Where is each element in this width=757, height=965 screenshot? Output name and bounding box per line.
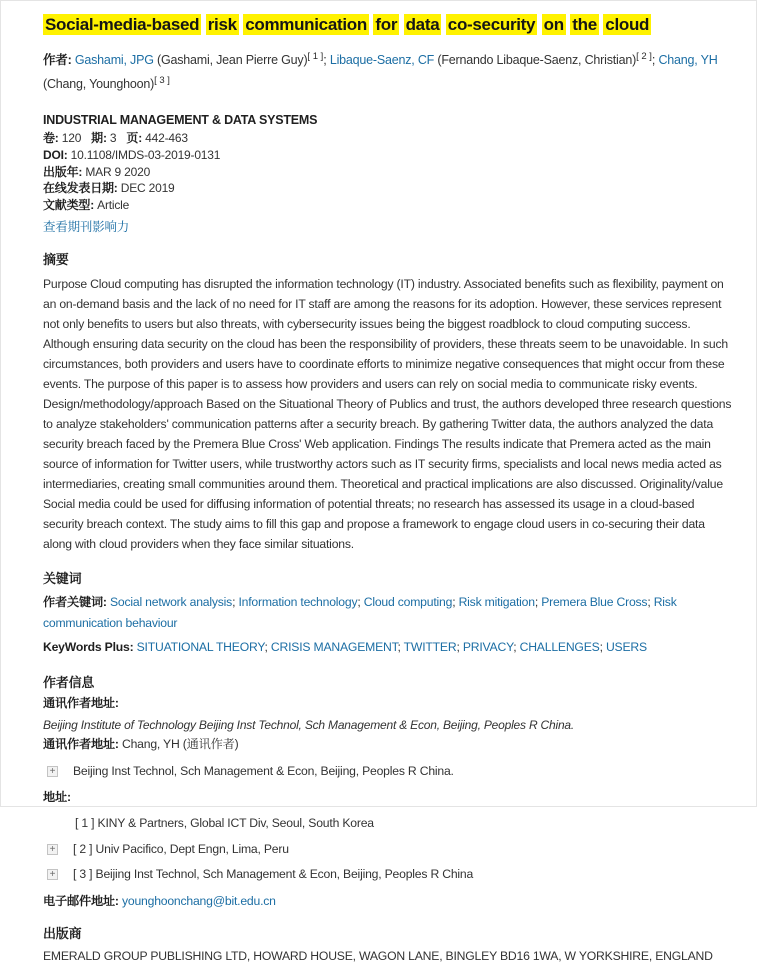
address-row bbox=[47, 866, 736, 882]
keyword-link[interactable]: Premera Blue Cross bbox=[541, 594, 648, 609]
address-text: Univ Pacifico, Dept Engn, Lima, Peru bbox=[95, 841, 289, 856]
addresses-label-line bbox=[43, 789, 736, 807]
abstract-text: Purpose Cloud computing has disrupted the information technology (IT) industry. Associated benefits such as flexibility, payment on an on-demand basis and the lack of no need for IT staff are among the reasons for its adoption. However, these services represent not only benefits to users but also threats, with cybersecurity issues being the biggest roadblock to cloud computing success. Although ensuring data security on the cloud has been the responsibility of providers, these threats seem to be unavoidable. In such circumstances, both providers and users have to coordinate efforts to minimize negative consequences that might occur from these events. The purpose of this paper is to assess how providers and users can rely on social media to communicate risky events. Design/methodology/approach Based on the Situational Theory of Publics and trust, the authors developed three research questions to analyze stakeholders' communication patterns after a security breach. By gathering Twitter data, the authors analyzed the data security breach faced by the Premera Blue Cross' Web application. Findings The results indicate that Premera acted as the main source of information for Twitter users, while trustworthy actors such as IT security firms, specialists and local news media acted as intermediaries, creating small communities around them. Theoretical and practical implications are also discussed. Originality/value Social media could be used for diffusing information of potential threats; no research has assessed its usage in a cloud-based security breach context. The study aims to fill this gap and propose a framework to engage cloud users in co-securing their data along with cloud providers when they face similar situations. bbox=[43, 276, 732, 551]
publisher-heading: 出版商 bbox=[43, 925, 82, 941]
highlighted-title-word: cloud bbox=[605, 15, 650, 34]
authors-line bbox=[43, 48, 736, 97]
keywords-section bbox=[43, 571, 736, 658]
keyword-separator: ; bbox=[357, 594, 364, 609]
author-link[interactable]: Chang, YH bbox=[658, 52, 718, 67]
author-affiliation-sup: [ 2 ] bbox=[636, 50, 652, 62]
keyword-link[interactable]: Social network analysis bbox=[109, 594, 233, 609]
keywords-heading: 关键词 bbox=[43, 570, 82, 586]
highlighted-title-word: communication bbox=[245, 15, 367, 34]
keyword-separator: ; bbox=[397, 640, 404, 655]
abstract-section bbox=[43, 252, 736, 554]
reprint-author-line bbox=[43, 736, 736, 754]
keyword-link[interactable]: Cloud computing bbox=[363, 594, 453, 609]
keyword-separator: ; bbox=[232, 594, 239, 609]
addresses-label: 地址: bbox=[43, 789, 71, 804]
author-separator: ; bbox=[323, 52, 330, 67]
keyword-link[interactable]: USERS bbox=[605, 640, 647, 655]
keyword-link[interactable]: SITUATIONAL THEORY bbox=[136, 640, 265, 655]
reprint-organization: Beijing Institute of Technology Beijing Inst Technol, Sch Management & Econ, Beijing, Peoples R China. bbox=[43, 717, 575, 732]
author-link[interactable]: Libaque-Saenz, CF bbox=[329, 52, 435, 67]
doi-label: DOI: bbox=[43, 147, 68, 162]
doc-type-label: 文献类型: bbox=[43, 198, 94, 213]
authors-label: 作者: bbox=[43, 52, 72, 67]
author-keywords-list bbox=[43, 595, 677, 630]
keywords-plus-line bbox=[43, 637, 736, 658]
journal-metadata-block bbox=[43, 112, 736, 235]
keyword-link[interactable]: Information technology bbox=[238, 594, 358, 609]
journal-name: INDUSTRIAL MANAGEMENT & DATA SYSTEMS bbox=[43, 113, 318, 128]
highlighted-title-word: data bbox=[405, 15, 440, 34]
highlighted-title-word: co-security bbox=[447, 15, 536, 34]
keyword-link[interactable]: PRIVACY bbox=[462, 640, 514, 655]
address-number: [ 1 ] bbox=[75, 816, 95, 831]
address-number: [ 3 ] bbox=[73, 867, 93, 882]
doc-type-value: Article bbox=[97, 198, 130, 213]
email-link[interactable]: younghoonchang@bit.edu.cn bbox=[121, 893, 276, 908]
author-separator: ; bbox=[651, 52, 659, 67]
reprint-author-value: Chang, YH (通讯作者) bbox=[121, 737, 239, 752]
keyword-link[interactable]: CRISIS MANAGEMENT bbox=[270, 640, 398, 655]
reprint-address-label: 通讯作者地址: bbox=[43, 695, 119, 710]
keyword-link[interactable]: CHALLENGES bbox=[519, 640, 600, 655]
author-link[interactable]: Gashami, JPG bbox=[74, 52, 154, 67]
author-affiliation-sup: [ 1 ] bbox=[307, 50, 324, 62]
volume-issue-pages-line bbox=[43, 131, 736, 147]
publisher-section bbox=[43, 926, 736, 965]
email-line bbox=[43, 892, 736, 909]
keyword-separator: ; bbox=[264, 640, 271, 655]
keyword-separator: ; bbox=[534, 594, 542, 609]
doc-type-line bbox=[43, 198, 736, 214]
author-fullname: (Fernando Libaque-Saenz, Christian) bbox=[434, 52, 637, 67]
keyword-separator: ; bbox=[513, 640, 520, 655]
address-text: Beijing Inst Technol, Sch Management & Econ, Beijing, Peoples R China bbox=[95, 867, 474, 882]
online-date-value: DEC 2019 bbox=[120, 181, 175, 196]
publisher-text: EMERALD GROUP PUBLISHING LTD, HOWARD HOUSE, WAGON LANE, BINGLEY BD16 1WA, W YORKSHIRE, ENGLAND bbox=[43, 948, 713, 963]
pub-date-line bbox=[43, 165, 736, 181]
reprint-address-text: Beijing Inst Technol, Sch Management & Econ, Beijing, Peoples R China. bbox=[73, 764, 454, 779]
author-info-heading: 作者信息 bbox=[43, 674, 95, 690]
address-text: KINY & Partners, Global ICT Div, Seoul, South Korea bbox=[97, 816, 374, 831]
author-keywords-line bbox=[43, 592, 736, 633]
reprint-author-label: 通讯作者地址: bbox=[43, 737, 119, 752]
issue-value: 3 bbox=[109, 130, 117, 145]
volume-value: 120 bbox=[61, 130, 82, 145]
highlighted-title-word: for bbox=[375, 15, 398, 34]
keywords-plus-label: KeyWords Plus: bbox=[43, 640, 134, 655]
volume-label: 卷: bbox=[43, 130, 59, 145]
highlighted-title-word: Social-media-based bbox=[45, 15, 200, 34]
keyword-separator: ; bbox=[647, 594, 654, 609]
issue-label: 期: bbox=[91, 130, 107, 145]
page-title bbox=[43, 13, 736, 37]
author-entry bbox=[74, 50, 330, 67]
doi-value: 10.1108/IMDS-03-2019-0131 bbox=[70, 147, 221, 162]
doi-line bbox=[43, 148, 736, 164]
expand-plus-icon[interactable]: + bbox=[47, 766, 58, 777]
expand-plus-icon[interactable]: + bbox=[47, 844, 58, 855]
address-row bbox=[47, 841, 736, 857]
reprint-address-label-line bbox=[43, 695, 736, 713]
pub-date-value: MAR 9 2020 bbox=[85, 164, 151, 179]
online-date-label: 在线发表日期: bbox=[43, 181, 118, 196]
address-number: [ 2 ] bbox=[73, 841, 93, 856]
keywords-plus-list bbox=[137, 640, 647, 654]
journal-impact-line bbox=[43, 217, 736, 235]
author-fullname: (Gashami, Jean Pierre Guy) bbox=[153, 52, 308, 67]
view-journal-impact-link[interactable]: 查看期刊影响力 bbox=[43, 220, 130, 234]
keyword-separator: ; bbox=[456, 640, 463, 655]
keyword-link[interactable]: Risk communication behaviour bbox=[43, 594, 677, 630]
pub-date-label: 出版年: bbox=[43, 164, 83, 179]
pages-label: 页: bbox=[126, 130, 143, 145]
abstract-heading: 摘要 bbox=[43, 252, 69, 267]
keyword-separator: ; bbox=[599, 640, 606, 655]
pages-value: 442-463 bbox=[145, 130, 188, 145]
reprint-address-row bbox=[47, 763, 736, 779]
author-affiliation-sup: [ 3 ] bbox=[154, 75, 170, 87]
keyword-separator: ; bbox=[452, 594, 459, 609]
highlighted-title-word: risk bbox=[207, 15, 237, 34]
highlighted-title-word: on bbox=[543, 15, 564, 34]
address-row bbox=[75, 815, 736, 831]
email-label: 电子邮件地址: bbox=[43, 893, 119, 908]
highlighted-title-word: the bbox=[572, 15, 597, 34]
online-date-line bbox=[43, 181, 736, 197]
expand-plus-icon[interactable]: + bbox=[47, 869, 58, 880]
keyword-link[interactable]: Risk mitigation bbox=[458, 594, 535, 609]
author-entry bbox=[329, 50, 659, 67]
author-fullname: (Chang, Younghoon) bbox=[43, 77, 155, 92]
author-info-section bbox=[43, 675, 736, 909]
keyword-link[interactable]: TWITTER bbox=[403, 640, 457, 655]
author-keywords-label: 作者关键词: bbox=[43, 594, 107, 609]
